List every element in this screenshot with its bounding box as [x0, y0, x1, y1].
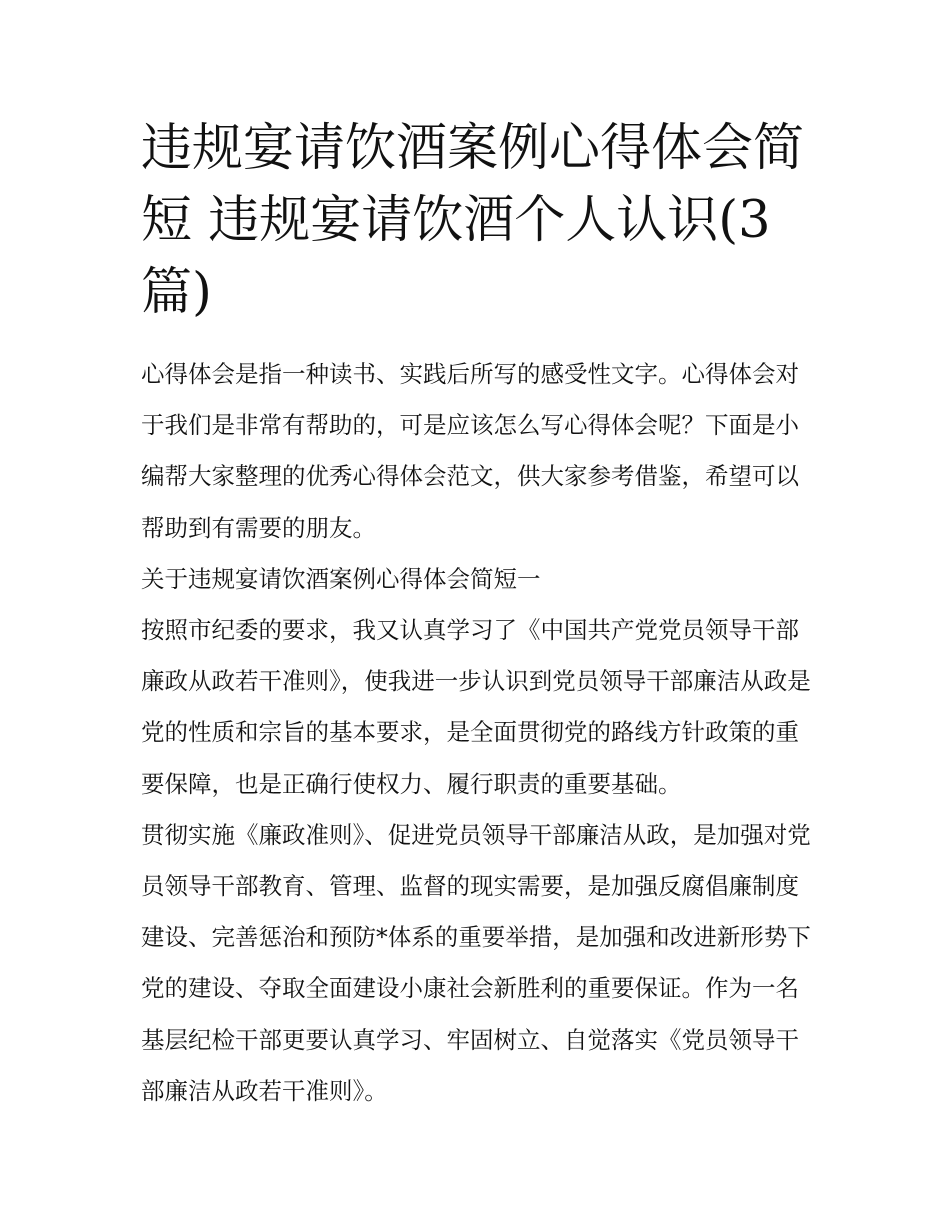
section-heading: 关于违规宴请饮酒案例心得体会简短一 [141, 564, 541, 593]
document-content [141, 113, 821, 1117]
body-paragraph: 贯彻实施《廉政准则》、促进党员领导干部廉洁从政，是加强对党员领导干部教育、管理、监督的现实需要，是加强反腐倡廉制度建设、完善惩治和预防*体系的重要举措，是加强和改进新形势下党的建设、夺取全面建设小康社会新胜利的重要保证。作为一名基层纪检干部更要认真学习、牢固树立、自觉落实《党员领导干部廉洁从政若干准则》。 [141, 820, 811, 1105]
intro-paragraph: 心得体会是指一种读书、实践后所写的感受性文字。心得体会对于我们是非常有帮助的，可是应该怎么写心得体会呢？下面是小编帮大家整理的优秀心得体会范文，供大家参考借鉴，希望可以帮助到有需要的朋友。 [141, 360, 799, 542]
document-title: 违规宴请饮酒案例心得体会简短 违规宴请饮酒个人认识(3篇) [141, 119, 805, 322]
document-body [141, 349, 821, 1117]
body-paragraph: 按照市纪委的要求，我又认真学习了《中国共产党党员领导干部廉政从政若干准则》，使我进一步认识到党员领导干部廉洁从政是党的性质和宗旨的基本要求，是全面贯彻党的路线方针政策的重要保障，也是正确行使权力、履行职责的重要基础。 [141, 616, 811, 798]
